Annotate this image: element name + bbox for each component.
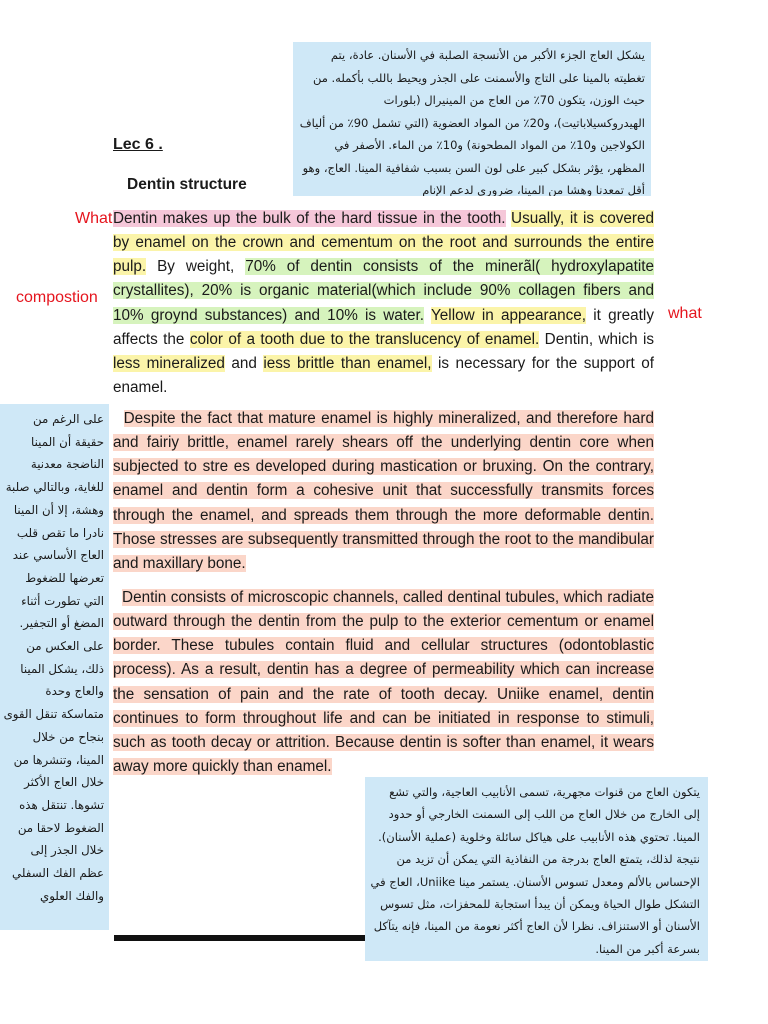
margin-note-what-left: What <box>75 210 113 227</box>
highlight-definition: Dentin makes up the bulk of the hard tissue in the tooth. <box>113 210 506 227</box>
text-by-weight: By weight, <box>157 258 235 276</box>
margin-note-composition: compostion <box>16 289 98 306</box>
text-and: and <box>231 354 257 372</box>
highlight-color: color of a tooth due to the translucency of enamel. <box>189 330 540 348</box>
arabic-translation-left: على الرغم من حقيقة أن المينا الناضجة معدنية للغاية، وبالتالي صلبة وهشة، إلا أن المينا نادرا ما تقص قلب العاج الأساسي عند تعرضها للضغوط التي تطورت أثناء المضغ أو التجفير. على العكس من ذلك، يشكل المينا والعاج وحدة متماسكة تنقل القوى بنجاح من خلال المينا، وتنشرها من خلال العاج الأكثر تشوها. تنتقل هذه الضغوط لاحقا من خلال الجذر إلى عظم الفك السفلي والفك العلوي <box>0 404 109 930</box>
highlight-less-brittle: iess brittle than enamel, <box>263 354 432 372</box>
highlight-paragraph-2: Despite the fact that mature enamel is highly mineralized, and therefore hard and fairiy brittle, enamel rarely shears off the underlying dentin core when subjected to stre es developed during mastication or bruxing. On the contrary, enamel and dentin form a cohesive unit that successfully transmits forces through the enamel, and spreads them through the more deformable dentin. Those stresses are subsequently transmitted through the root to the mandibular and maxillary bone. <box>113 410 654 572</box>
highlight-less-mineralized: less mineralized <box>113 354 225 372</box>
text-support: is necessary for the support of enamel. <box>113 354 655 397</box>
highlight-appearance: Yellow in appearance, <box>431 306 587 324</box>
page-title: Dentin structure <box>127 176 247 193</box>
horizontal-rule <box>114 935 365 941</box>
lecture-number: Lec 6 . <box>113 136 163 153</box>
paragraph-dentinal-tubules <box>113 586 654 779</box>
margin-note-what-right: what <box>668 305 702 322</box>
highlight-paragraph-3: Dentin consists of microscopic channels, called dentinal tubules, which radiate outward through the dentin from the pulp to the exterior cementum or enamel border. These tubules contain fluid and cellular structures (odontoblastic process). As a result, dentin has a degree of permeability which can increase the sensation of pain and the rate of tooth decay. Uniike enamel, dentin continues to form throughout life and can be initiated in response to stimuli, such as tooth decay or attrition. Because dentin is softer than enamel, it wears away more quickly than enamel. <box>113 589 655 776</box>
highlight-composition: 70% of dentin consists of the minerãl( hydroxylapatite crystallites), 20% is organic material(which include 90% collagen fibers and 10% groynd substances) and 10% is water. <box>113 258 655 324</box>
paragraph-definition <box>113 207 654 400</box>
text-affects: it greatly affects the <box>113 306 654 348</box>
arabic-translation-bottom: يتكون العاج من قنوات مجهرية، تسمى الأنابيب العاجية، والتي تشع إلى الخارج من خلال العاج من اللب إلى السمنت الخارجي أو حدود المينا. تحتوي هذه الأنابيب على هياكل سائلة وخلوية (عملية الأسنان). نتيجة لذلك، يتمتع العاج بدرجة من النفاذية التي يمكن أن تزيد من الإحساس بالألم ومعدل تسوس الأسنان. يستمر مينا Uniike، العاج في التشكل طوال الحياة ويمكن أن يبدأ استجابة للمحفزات، مثل تسوس الأسنان أو الاستنزاف. نظرا لأن العاج أكثر نعومة من المينا، فإنه يتآكل بسرعة أكبر من المينا. <box>365 777 708 961</box>
text-dentin-which: Dentin, which is <box>544 330 655 348</box>
highlight-location: Usually, it is covered by enamel on the crown and cementum on the root and surrounds the entire pulp. <box>113 210 655 276</box>
arabic-translation-top: يشكل العاج الجزء الأكبر من الأنسجة الصلبة في الأسنان. عادة، يتم تغطيته بالمينا على التاج والأسمنت على الجذر ويحيط باللب بأكمله. من حيث الوزن، يتكون 70٪ من العاج من المينيرال (بلورات الهيدروكسيلاباتيت)، و20٪ من المواد العضوية (التي تشمل 90٪ من ألياف الكولاجين و10٪ من المواد المطحونة) و10٪ من الماء. الأصفر في المظهر، يؤثر بشكل كبير على لون السن بسبب شفافية المينا. العاج، وهو أقل تمعدنا وهشا من المينا، ضروري لدعم الإنام <box>293 42 651 196</box>
paragraph-enamel-dentin-unit <box>113 407 654 576</box>
